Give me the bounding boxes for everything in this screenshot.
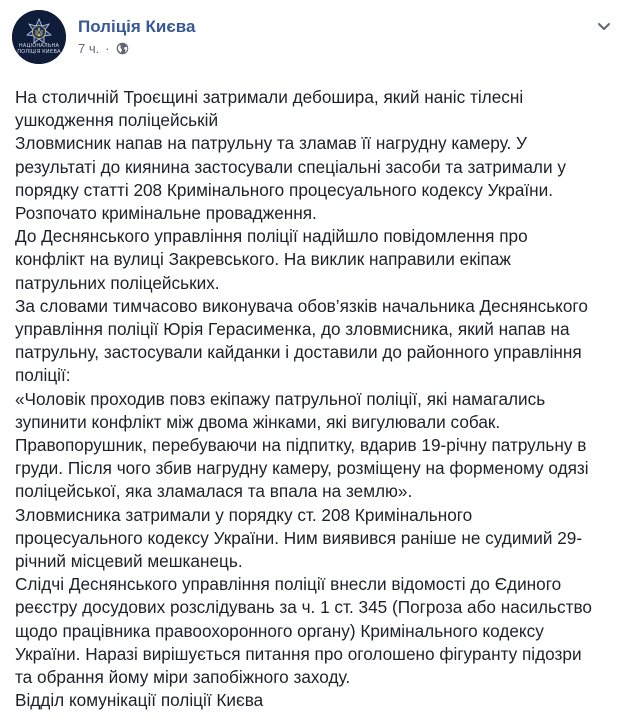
page-avatar[interactable] [12,10,66,64]
chevron-down-icon[interactable] [596,18,612,34]
separator-dot: · [105,41,110,56]
post-paragraph: До Деснянського управління поліції надійшло повідомлення про конфлікт на вулиці Закревського. На виклик направили екіпаж патрульних поліцейських. [15,226,528,293]
post-meta [78,16,195,56]
post-paragraph: «Чоловік проходив повз екіпажу патрульної поліції, які намагались зупинити конфлікт між двома жінками, які вигулювали собак. Правопорушник, перебуваючи на підпитку, вдарив 19-річну патрульну в груди. Після чого збив нагрудну камеру, розміщену на форменому одязі поліцейської, яка зламалася та впала на землю». [15,388,589,502]
post-paragraph: За словами тимчасово виконувача обов’язків начальника Деснянського управління поліції Юрія Герасименка, до зловмисника, який напав на патрульну, застосували кайданки і доставили до районного управління поліції: [15,295,588,386]
post-header [12,10,614,70]
post-timestamp[interactable]: 7 ч. [78,41,100,56]
post-body [12,86,614,712]
post-paragraph: Зловмисник напав на патрульну та зламав її нагрудну камеру. У результаті до киянина застосували спеціальні засоби та затримали у порядку статті 208 Кримінального процесуального кодексу України. Розпочато кримінальне провадження. [15,133,566,224]
police-badge-icon [12,10,66,64]
post-paragraph: На столичній Троєщині затримали дебошира, який наніс тілесні ушкодження поліцейській [15,87,524,131]
avatar-caption: НАЦІОНАЛЬНА ПОЛІЦІЯ КИЄВА [17,43,61,55]
globe-icon[interactable] [116,42,129,55]
post-subline [78,41,195,56]
page-name-link[interactable]: Поліція Києва [78,17,196,36]
post-paragraph: Зловмисника затримали у порядку ст. 208 Кримінального процесуального кодексу України. Ним виявився раніше не судимий 29-річний місцевий мешканець. [15,504,583,572]
post-paragraph: Слідчі Деснянського управління поліції внесли відомості до Єдиного реєстру досудових розслідувань за ч. 1 ст. 345 (Погроза або насильство щодо працівника правоохоронного органу) Кримінального кодексу України. Наразі вирішується питання про оголошено фігуранту підозри та обрання йому міри запобіжного заходу. [15,574,592,688]
post-signature: Відділ комунікації поліції Києва [15,690,264,711]
